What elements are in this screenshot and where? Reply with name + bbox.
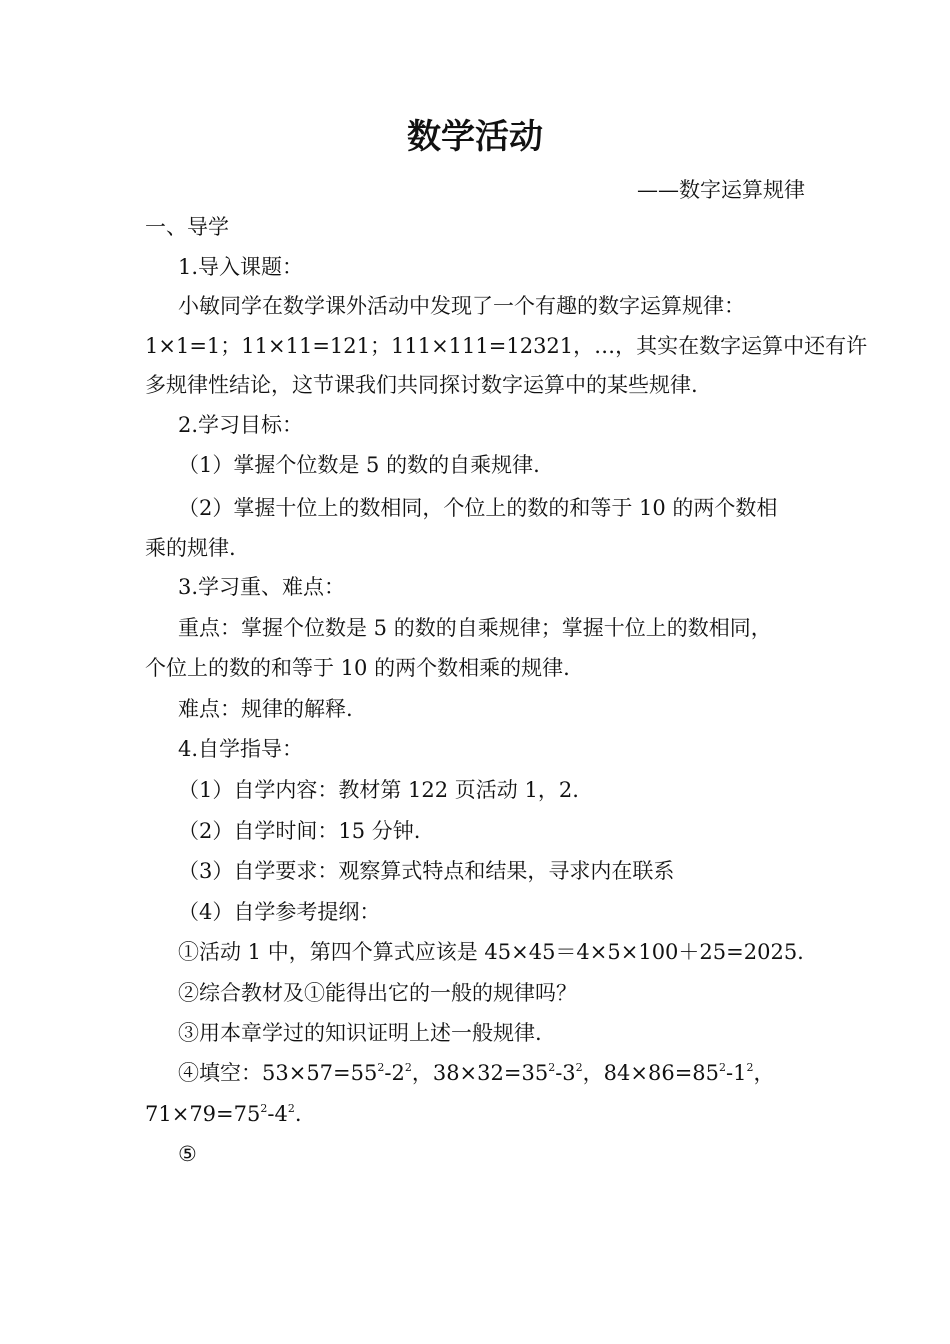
page-subtitle: ——数字运算规律 [637, 178, 805, 202]
guide-item: （4）自学参考提纲： [178, 900, 381, 924]
outline-item: ③用本章学过的知识证明上述一般规律. [178, 1021, 542, 1045]
key-point-line: 个位上的数的和等于 10 的两个数相乘的规律. [145, 656, 570, 680]
goal-item: （2）掌握十位上的数相同，个位上的数的和等于 10 的两个数相 [178, 496, 778, 520]
guide-item: （1）自学内容：教材第 122 页活动 1，2. [178, 778, 579, 802]
guide-item: （2）自学时间：15 分钟. [178, 819, 421, 843]
item-heading-goals: 2.学习目标： [178, 413, 304, 437]
intro-paragraph-line: 多规律性结论，这节课我们共同探讨数字运算中的某些规律. [145, 373, 698, 397]
intro-paragraph-line: 1×1=1；11×11=121；111×111=12321，…，其实在数字运算中还有许 [145, 334, 868, 358]
guide-item: （3）自学要求：观察算式特点和结果，寻求内在联系 [178, 859, 675, 883]
item-heading-intro: 1.导入课题： [178, 255, 304, 279]
fill-in-line: ④填空：$53\times 57=55^2-2^2$，$38\times 32=35^2-3^2$，$84\times 86=85^2-1^2$， [178, 1061, 775, 1085]
goal-item-continued: 乘的规律. [145, 536, 236, 560]
fill-in-line-continued: $71\times 79=75^2-4^2$. [145, 1102, 302, 1126]
key-point-line: 重点：掌握个位数是 5 的数的自乘规律；掌握十位上的数相同， [178, 616, 772, 640]
item-heading-key-points: 3.学习重、难点： [178, 575, 346, 599]
page-title: 数学活动 [407, 117, 543, 157]
difficulty-line: 难点：规律的解释. [178, 697, 353, 721]
outline-item: ⑤ [178, 1142, 197, 1166]
intro-paragraph-line: 小敏同学在数学课外活动中发现了一个有趣的数字运算规律： [178, 294, 745, 318]
item-heading-guide: 4.自学指导： [178, 737, 304, 761]
goal-item: （1）掌握个位数是 5 的数的自乘规律. [178, 453, 540, 477]
outline-item: ①活动 1 中，第四个算式应该是 45×45＝4×5×100＋25=2025. [178, 940, 804, 964]
outline-item: ②综合教材及①能得出它的一般的规律吗？ [178, 981, 577, 1005]
section-heading: 一、导学 [145, 215, 229, 239]
